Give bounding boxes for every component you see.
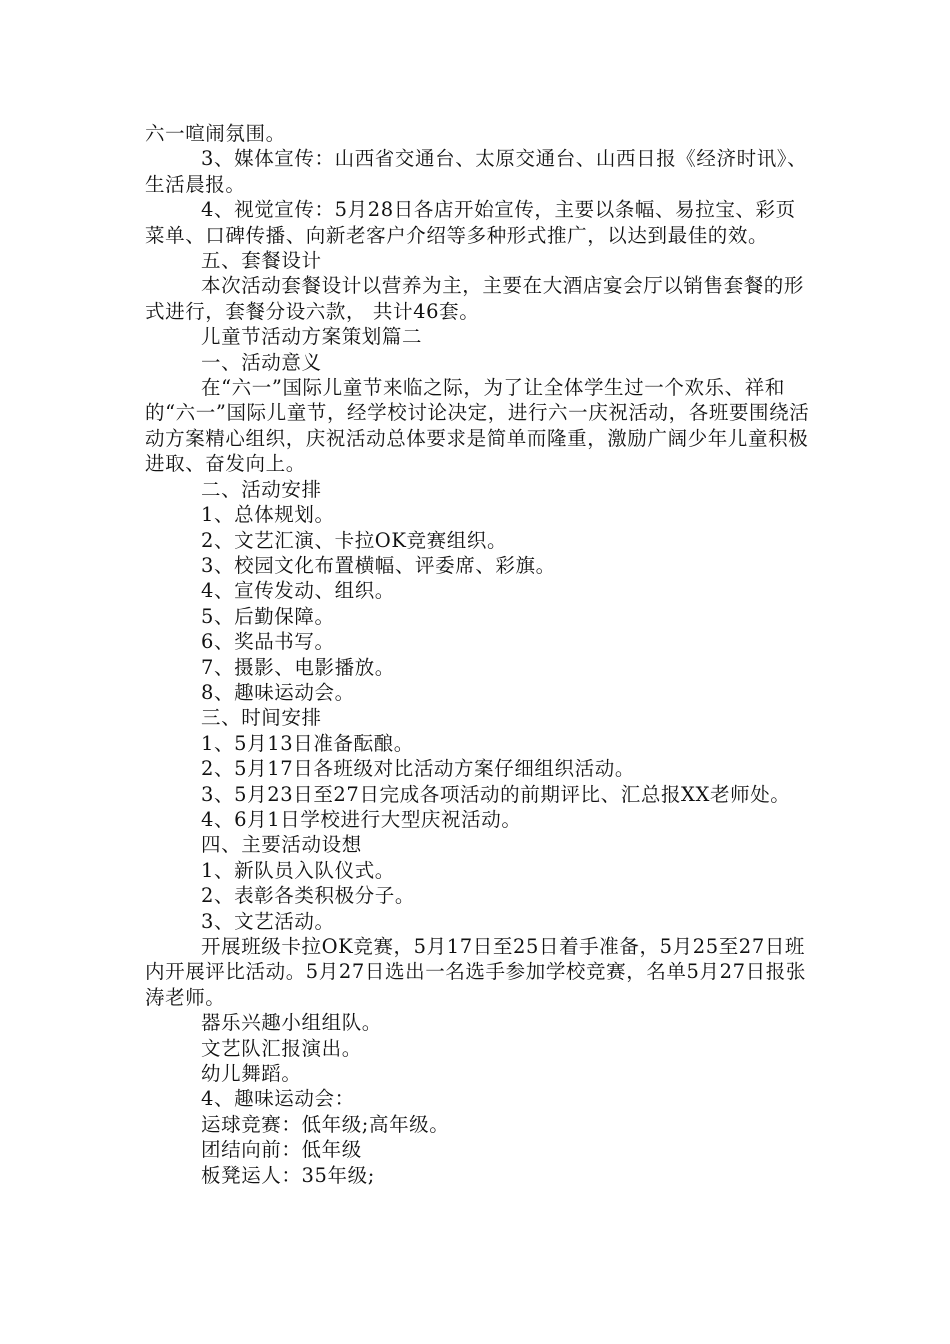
- paragraph: 4、趣味运动会：: [201, 1087, 355, 1111]
- paragraph: 8、趣味运动会。: [201, 680, 355, 704]
- paragraph: 板凳运人：35年级;: [201, 1163, 375, 1187]
- paragraph: 五、套餐设计: [201, 249, 322, 273]
- paragraph: 3、媒体宣传：山西省交通台、太原交通台、山西日报《经济时讯》、生活晨报。: [145, 147, 808, 196]
- paragraph: 4、视觉宣传：5月28日各店开始宣传，主要以条幅、易拉宝、彩页菜单、口碑传播、向新老客户介绍等多种形式推广，以达到最佳的效。: [145, 198, 796, 247]
- paragraph: 7、摄影、电影播放。: [201, 655, 395, 679]
- paragraph: 本次活动套餐设计以营养为主，主要在大酒店宴会厅以销售套餐的形式进行，套餐分设六款， 共计46套。: [145, 274, 805, 323]
- paragraph: 四、主要活动设想: [201, 833, 362, 857]
- paragraph: 3、文艺活动。: [201, 909, 335, 933]
- paragraph: 1、新队员入队仪式。: [201, 858, 395, 882]
- paragraph: 器乐兴趣小组组队。: [201, 1011, 382, 1035]
- paragraph: 三、时间安排: [201, 706, 322, 730]
- paragraph: 1、5月13日准备酝酿。: [201, 731, 414, 755]
- paragraph: 2、表彰各类积极分子。: [201, 884, 416, 908]
- paragraph: 5、后勤保障。: [201, 604, 335, 628]
- document-body: [145, 121, 813, 1188]
- paragraph: 运球竞赛：低年级;高年级。: [201, 1112, 450, 1136]
- paragraph: 1、总体规划。: [201, 503, 335, 527]
- paragraph: 幼儿舞蹈。: [201, 1062, 302, 1086]
- paragraph: 6、奖品书写。: [201, 630, 335, 654]
- paragraph: 3、校园文化布置横幅、评委席、彩旗。: [201, 553, 556, 577]
- paragraph: 在“六一”国际儿童节来临之际，为了让全体学生过一个欢乐、祥和的“六一”国际儿童节，经学校讨论决定，进行六一庆祝活动，各班要围绕活动方案精心组织，庆祝活动总体要求是简单而隆重，激励广阔少年儿童积极进取、奋发向上。: [145, 376, 810, 476]
- paragraph: 3、5月23日至27日完成各项活动的前期评比、汇总报XX老师处。: [201, 782, 791, 806]
- paragraph: 文艺队汇报演出。: [201, 1036, 362, 1060]
- paragraph: 六一喧闹氛围。: [145, 122, 286, 145]
- paragraph: 二、活动安排: [201, 477, 322, 501]
- paragraph: 4、6月1日学校进行大型庆祝活动。: [201, 807, 522, 831]
- paragraph: 团结向前：低年级: [201, 1138, 362, 1162]
- paragraph: 一、活动意义: [201, 350, 322, 374]
- paragraph: 2、5月17日各班级对比活动方案仔细组织活动。: [201, 757, 635, 781]
- paragraph: 2、文艺汇演、卡拉OK竞赛组织。: [201, 528, 508, 552]
- paragraph: 4、宣传发动、组织。: [201, 579, 395, 603]
- paragraph: 儿童节活动方案策划篇二: [201, 325, 423, 349]
- paragraph: 开展班级卡拉OK竞赛，5月17日至25日着手准备，5月25至27日班内开展评比活动。5月27日选出一名选手参加学校竞赛，名单5月27日报张涛老师。: [145, 935, 806, 1009]
